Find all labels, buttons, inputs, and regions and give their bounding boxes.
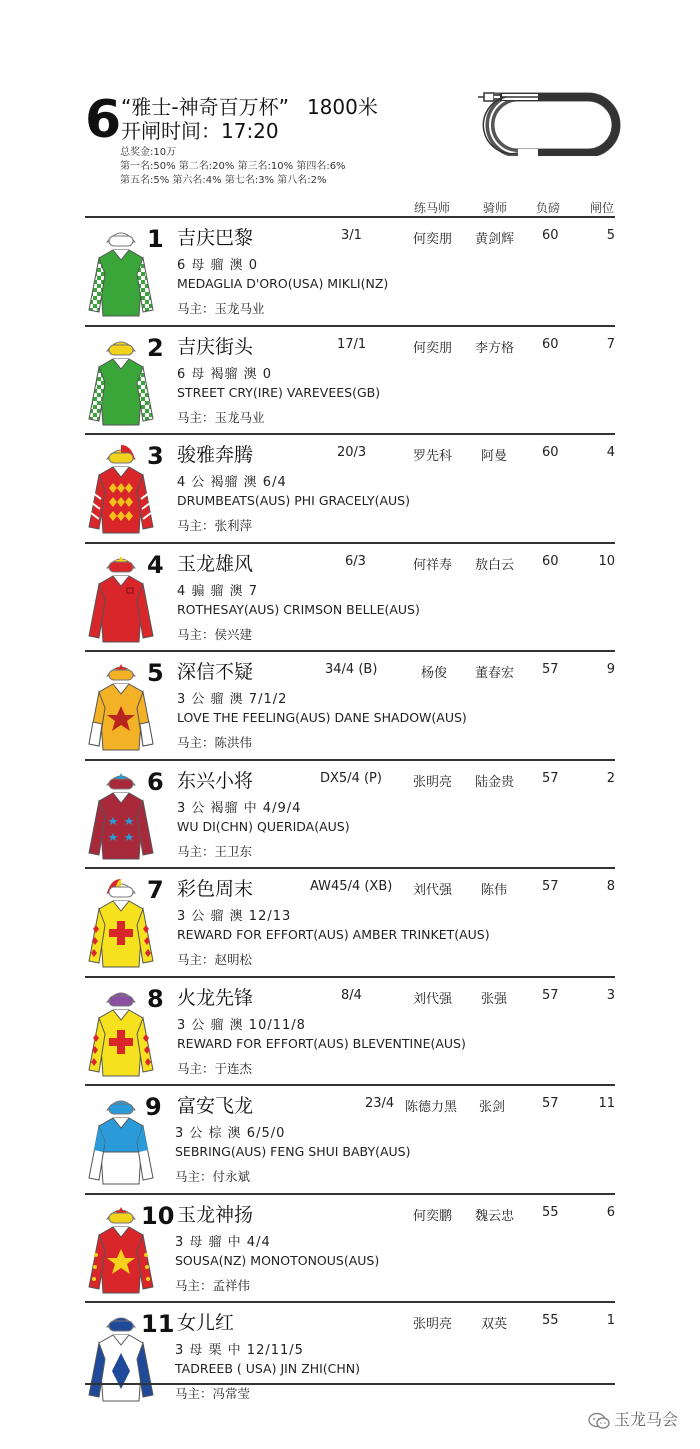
- weight: 57: [542, 987, 559, 1003]
- entry-row: [85, 976, 615, 1085]
- breeding: WU DI(CHN) QUERIDA(AUS): [177, 818, 350, 834]
- race-distance: 1800米: [306, 95, 378, 119]
- owner: 马主：于连杰: [177, 1060, 253, 1076]
- jockey: 陆金贵: [475, 774, 515, 790]
- horse-number: 8: [147, 984, 164, 1013]
- horse-number: 3: [147, 442, 164, 470]
- entry-row: [85, 650, 615, 759]
- jockey: 黄剑辉: [475, 232, 515, 247]
- race-title: [121, 95, 378, 119]
- jockey: 敖白云: [475, 557, 515, 573]
- jockey: 张剑: [479, 1100, 506, 1115]
- jockey: 双英: [481, 1317, 508, 1332]
- breeding: SEBRING(AUS) FENG SHUI BABY(AUS): [175, 1144, 411, 1159]
- prize-info: [120, 146, 346, 188]
- entry-row: [85, 325, 615, 434]
- horse-info: 3 公 骝 澳 7/1/2: [177, 692, 288, 707]
- entry-row: [85, 542, 615, 651]
- horse-number: 4: [147, 550, 164, 579]
- draw: 2: [606, 770, 615, 786]
- owner: 马主：冯常莹: [175, 1386, 251, 1401]
- owner: 马主：玉龙马业: [177, 301, 265, 316]
- owner: 马主：侯兴建: [177, 626, 253, 642]
- entry-row: [85, 867, 615, 976]
- track-diagram-icon: [478, 90, 623, 156]
- horse-number: 9: [145, 1093, 162, 1121]
- race-name: “雅士-神奇百万杯”: [121, 95, 289, 119]
- col-weight: 负磅: [536, 201, 561, 215]
- odds: AW45/4 (XB): [310, 879, 393, 894]
- trainer: 何奕鹏: [413, 1208, 453, 1224]
- entry-row: [85, 433, 615, 542]
- breeding: MEDAGLIA D'ORO(USA) MIKLI(NZ): [177, 276, 389, 291]
- owner: 马主：王卫东: [177, 843, 253, 859]
- col-jockey: 骑师: [483, 201, 508, 215]
- trainer: 张明亮: [413, 774, 453, 790]
- weight: 60: [542, 445, 559, 460]
- horse-number: 1: [147, 225, 164, 253]
- draw: 10: [598, 553, 615, 569]
- horse-name: 吉庆巴黎: [177, 227, 254, 249]
- horse-name: 玉龙雄风: [177, 552, 254, 575]
- draw: 7: [606, 336, 615, 352]
- trainer: 刘代强: [413, 991, 453, 1007]
- weight: 57: [542, 662, 559, 677]
- trainer: 何奕朋: [413, 340, 453, 356]
- breeding: REWARD FOR EFFORT(AUS) BLEVENTINE(AUS): [177, 1035, 466, 1051]
- jockey: 阿曼: [481, 449, 508, 464]
- jockey: 张强: [481, 991, 508, 1007]
- odds: 23/4: [365, 1096, 395, 1111]
- bottom-divider: [85, 1383, 615, 1385]
- horse-info: 3 母 栗 中 12/11/5: [175, 1343, 304, 1358]
- horse-name: 玉龙神扬: [177, 1203, 254, 1226]
- prize-total: 总奖金:10万: [120, 147, 177, 158]
- breeding: LOVE THE FEELING(AUS) DANE SHADOW(AUS): [177, 710, 467, 725]
- horse-name: 深信不疑: [177, 661, 254, 683]
- jockey: 魏云忠: [475, 1208, 515, 1224]
- horse-name: 骏雅奔腾: [177, 444, 254, 466]
- draw: 4: [606, 445, 615, 460]
- odds: 34/4 (B): [325, 662, 378, 677]
- race-number: 6: [85, 90, 122, 150]
- horse-number: 10: [141, 1201, 175, 1230]
- horse-name: 火龙先锋: [177, 986, 254, 1009]
- entry-row: [85, 1084, 615, 1193]
- draw: 8: [606, 879, 615, 894]
- horse-number: 11: [141, 1310, 175, 1338]
- owner: 马主：张利萍: [177, 518, 253, 533]
- breeding: DRUMBEATS(AUS) PHI GRACELY(AUS): [177, 493, 410, 508]
- horse-name: 富安飞龙: [177, 1095, 254, 1117]
- odds: 6/3: [345, 553, 366, 569]
- horse-info: 6 母 褐骝 澳 0: [177, 366, 273, 382]
- weight: 55: [542, 1204, 559, 1220]
- jockey: 李方格: [475, 340, 515, 356]
- draw: 3: [606, 987, 615, 1003]
- horse-info: 3 母 骝 中 4/4: [175, 1234, 271, 1250]
- draw: 6: [606, 1204, 615, 1220]
- breeding: ROTHESAY(AUS) CRIMSON BELLE(AUS): [177, 601, 420, 617]
- horse-name: 吉庆街头: [177, 335, 254, 358]
- odds: 20/3: [337, 445, 367, 460]
- draw: 9: [606, 662, 615, 677]
- horse-info: 4 公 褐骝 澳 6/4: [177, 475, 287, 490]
- owner: 马主：付永斌: [175, 1169, 251, 1184]
- horse-number: 5: [147, 659, 164, 687]
- horse-name: 东兴小将: [177, 769, 254, 792]
- weight: 57: [542, 1096, 559, 1111]
- breeding: REWARD FOR EFFORT(AUS) AMBER TRINKET(AUS): [177, 927, 490, 942]
- owner: 马主：孟祥伟: [175, 1277, 251, 1293]
- club-name: 玉龙马会: [614, 1410, 679, 1429]
- weight: 57: [542, 879, 559, 894]
- horse-name: 女儿红: [177, 1312, 235, 1334]
- breeding: SOUSA(NZ) MONOTONOUS(AUS): [175, 1252, 380, 1268]
- odds: 17/1: [337, 336, 367, 352]
- weight: 60: [542, 553, 559, 569]
- owner: 马主：赵明松: [177, 952, 253, 967]
- entry-row: [85, 1193, 615, 1302]
- draw: 1: [606, 1313, 615, 1328]
- race-start-time: 开闸时间：17:20: [121, 119, 279, 143]
- breeding: STREET CRY(IRE) VAREVEES(GB): [177, 384, 381, 400]
- weight: 57: [542, 770, 559, 786]
- odds: 3/1: [341, 228, 362, 243]
- horse-info: 4 骟 骝 澳 7: [177, 583, 259, 599]
- draw: 5: [606, 228, 615, 243]
- weight: 60: [542, 336, 559, 352]
- odds: 8/4: [341, 987, 362, 1003]
- entry-row: [85, 759, 615, 868]
- entry-row: [85, 216, 615, 325]
- trainer: 刘代强: [413, 883, 453, 898]
- trainer: 陈德力黑: [405, 1100, 458, 1115]
- trainer: 罗先科: [413, 449, 453, 464]
- entries-list: [85, 216, 615, 1410]
- trainer: 杨俊: [421, 666, 448, 681]
- horse-info: 3 公 骝 澳 10/11/8: [177, 1017, 306, 1033]
- draw: 11: [598, 1096, 615, 1111]
- entry-row: [85, 1301, 615, 1410]
- race-header: [0, 0, 700, 215]
- horse-info: 3 公 褐骝 中 4/9/4: [177, 800, 302, 816]
- horse-info: 3 公 棕 澳 6/5/0: [175, 1126, 286, 1141]
- owner: 马主：玉龙马业: [177, 409, 265, 425]
- horse-info: 3 公 骝 澳 12/13: [177, 909, 292, 924]
- horse-name: 彩色周末: [177, 878, 254, 900]
- col-trainer: 练马师: [414, 201, 451, 215]
- horse-number: 7: [147, 876, 164, 904]
- horse-info: 6 母 骝 澳 0: [177, 258, 259, 273]
- jockey: 董春宏: [475, 666, 515, 681]
- prize-split-2: 第五名:5% 第六名:4% 第七名:3% 第八名:2%: [120, 175, 327, 186]
- club-logo: [588, 1407, 678, 1430]
- odds: DX5/4 (P): [320, 770, 382, 786]
- owner: 马主：陈洪伟: [177, 735, 253, 750]
- jockey: 陈伟: [481, 883, 508, 898]
- breeding: TADREEB ( USA) JIN ZHI(CHN): [175, 1361, 361, 1376]
- horse-number: 2: [147, 333, 164, 362]
- weight: 55: [542, 1313, 559, 1328]
- chat-bubble-icon: [588, 1412, 610, 1430]
- horse-number: 6: [147, 767, 164, 796]
- trainer: 张明亮: [413, 1317, 453, 1332]
- col-draw: 闸位: [590, 201, 615, 215]
- weight: 60: [542, 228, 559, 243]
- trainer: 何奕朋: [413, 232, 453, 247]
- trainer: 何祥寿: [413, 557, 453, 573]
- prize-split-1: 第一名:50% 第二名:20% 第三名:10% 第四名:6%: [120, 161, 346, 172]
